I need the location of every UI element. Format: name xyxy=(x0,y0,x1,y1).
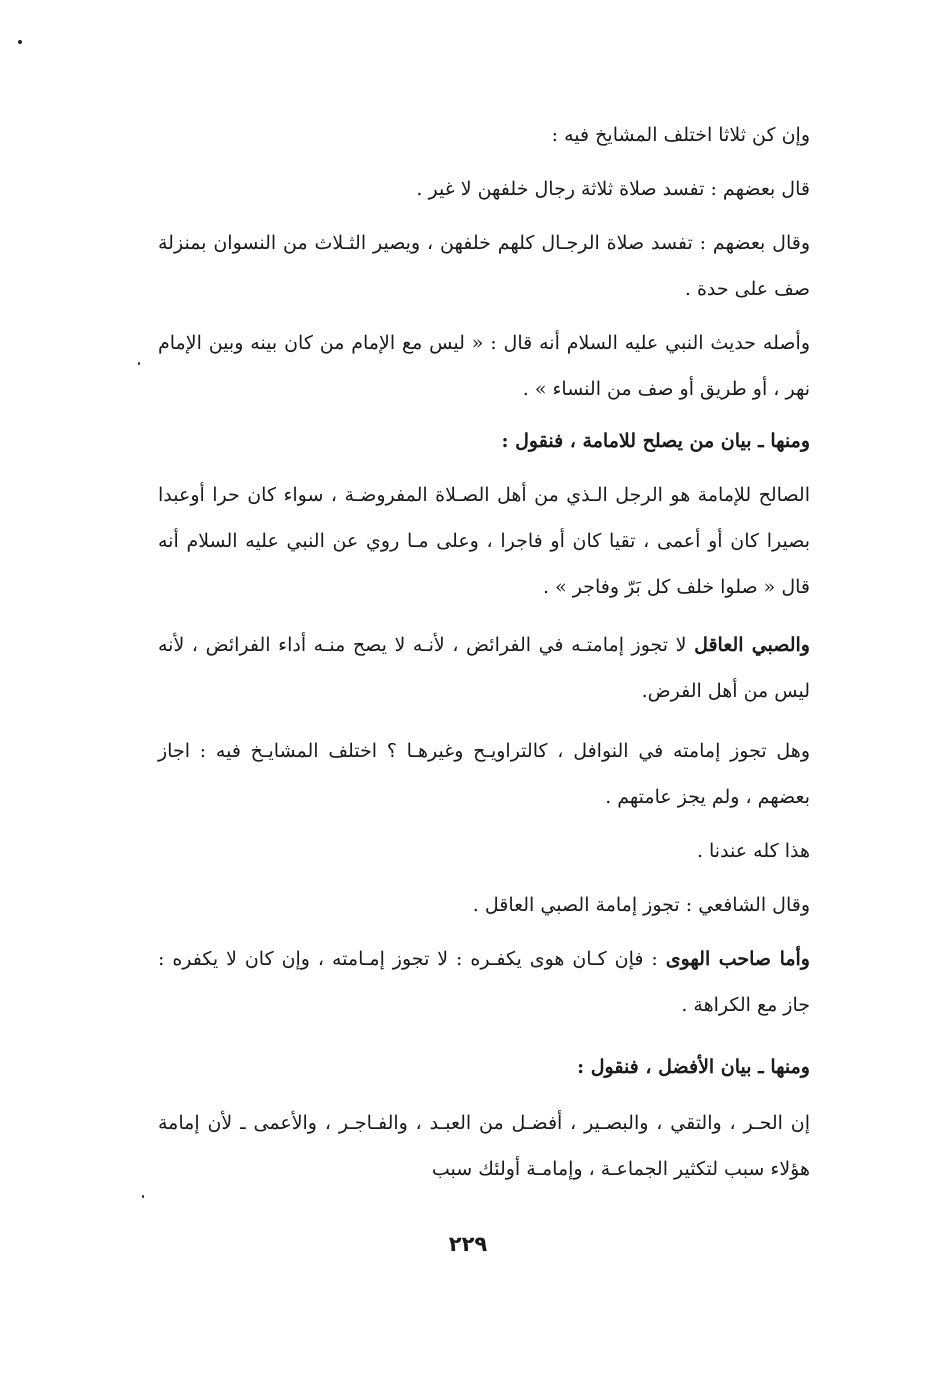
paragraph-text: وقال بعضهم : تفسد صلاة الرجـال كلهم خلفهن ، ويصير الثـلاث من النسوان بمنزلة صف على حدة . xyxy=(158,232,810,300)
paragraph xyxy=(158,728,810,820)
paragraph xyxy=(158,166,810,212)
paragraph xyxy=(158,936,810,1028)
paragraph-text: إن الحـر ، والتقي ، والبصـير ، أفضـل من العبـد ، والفـاجـر ، والأعمى ـ لأن إمامة هؤلاء سبب لتكثير الجماعـة ، وإمامـة أولئك سبب xyxy=(158,1112,810,1180)
paragraph xyxy=(158,622,810,714)
paragraph-text: وهل تجوز إمامته في النوافل ، كالتراويـح وغيرهـا ؟ اختلف المشايـخ فيه : اجاز بعضهم ، ولم يجز عامتهم . xyxy=(158,740,810,808)
paragraph xyxy=(158,828,810,874)
paragraph-text: هذا كله عندنا . xyxy=(696,840,810,862)
paragraph xyxy=(158,112,810,158)
heading-text: ومنها ـ بيان من يصلح للامامة ، فنقول : xyxy=(501,430,810,452)
section-heading xyxy=(158,418,810,464)
paragraph-text: وقال الشافعي : تجوز إمامة الصبي العاقل . xyxy=(472,894,810,916)
paragraph-text: لا تجوز إمامتـه في الفرائض ، لأنـه لا يصح منـه أداء الفرائض ، لأنه ليس من أهل الفرض. xyxy=(158,634,810,702)
paragraph xyxy=(158,320,810,412)
section-heading xyxy=(158,1044,810,1090)
paragraph-text: الصالح للإمامة هو الرجل الـذي من أهل الصـلاة المفروضـة ، سواء كان حرا أوعبدا بصيرا كان أو أعمى ، تقيا كان أو فاجرا ، وعلى مـا روي عن النبي عليه السلام أنه قال « صلوا خلف كل بَرّ وفاجر » . xyxy=(158,484,810,598)
paragraph-text: : فإن كـان هوى يكفـره : لا تجوز إمـامته ، وإن كان لا يكفره : جاز مع الكراهة . xyxy=(158,948,810,1016)
scan-speck xyxy=(138,362,140,365)
heading-text: ومنها ـ بيان الأفضل ، فنقول : xyxy=(577,1056,810,1078)
page-number: ٢٢٩ xyxy=(448,1232,488,1256)
paragraph-text: وأصله حديث النبي عليه السلام أنه قال : « ليس مع الإمام من كان بينه وبين الإمام نهر ، أو طريق أو صف من النساء » . xyxy=(158,332,810,400)
paragraph-lead: والصبي العاقل xyxy=(694,634,810,656)
paragraph xyxy=(158,882,810,928)
paragraph xyxy=(158,1100,810,1192)
paragraph-lead: وأما صاحب الهوى xyxy=(665,948,810,970)
paragraph-text: قال بعضهم : تفسد صلاة ثلاثة رجال خلفهن لا غير . xyxy=(416,178,810,200)
paragraph xyxy=(158,472,810,610)
scan-speck xyxy=(142,1195,144,1198)
paragraph xyxy=(158,220,810,312)
paragraph-text: وإن كن ثلاثا اختلف المشايخ فيه : xyxy=(551,124,810,146)
scan-speck xyxy=(18,40,22,44)
